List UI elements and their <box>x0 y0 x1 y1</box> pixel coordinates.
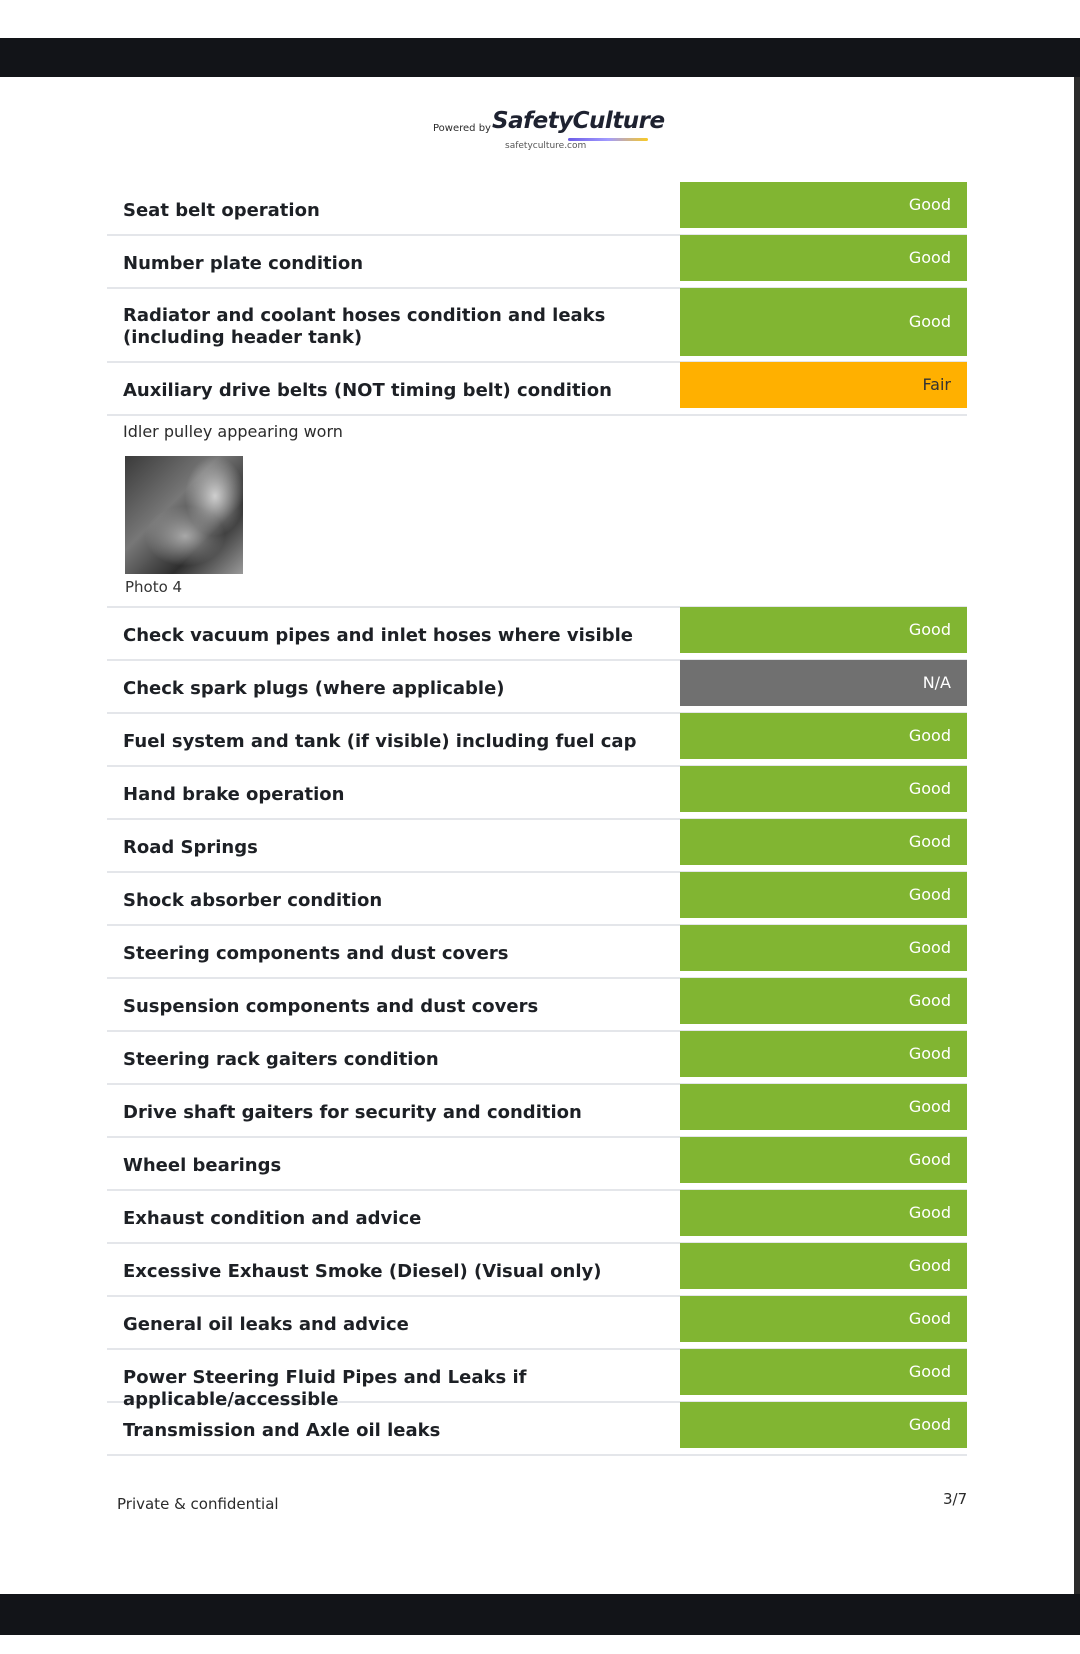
inspection-item-label: Exhaust condition and advice <box>123 1207 422 1229</box>
photo-caption: Photo 4 <box>125 578 183 596</box>
inspection-row <box>107 873 967 926</box>
inspection-item-label: Seat belt operation <box>123 199 320 221</box>
inspection-row <box>107 236 967 289</box>
inspection-row <box>107 714 967 767</box>
comment-text: Idler pulley appearing worn <box>123 422 343 441</box>
inspection-item-label: Shock absorber condition <box>123 889 383 911</box>
inspection-list <box>107 183 967 1456</box>
status-badge: Good <box>680 607 967 653</box>
inspection-row <box>107 979 967 1032</box>
status-badge: Good <box>680 1084 967 1130</box>
status-badge: Good <box>680 1031 967 1077</box>
status-badge: Good <box>680 1243 967 1289</box>
inspection-item-label: Radiator and coolant hoses condition and leaks (including header tank) <box>123 305 606 348</box>
status-badge: Good <box>680 978 967 1024</box>
inspection-item-label: Power Steering Fluid Pipes and Leaks if applicable/accessible <box>123 1366 527 1410</box>
inspection-row <box>107 820 967 873</box>
inspection-item-label: Road Springs <box>123 836 258 858</box>
status-badge: Good <box>680 872 967 918</box>
status-badge: Good <box>680 1296 967 1342</box>
inspection-item-label: Check spark plugs (where applicable) <box>123 677 505 699</box>
status-badge: Good <box>680 819 967 865</box>
inspection-row <box>107 1403 967 1456</box>
status-badge: Good <box>680 235 967 281</box>
status-badge: Good <box>680 288 967 356</box>
inspection-row <box>107 1138 967 1191</box>
bottom-black-bar <box>0 1594 1080 1635</box>
inspection-row <box>107 1244 967 1297</box>
right-edge <box>1074 77 1080 1594</box>
inspection-item-label: Wheel bearings <box>123 1154 282 1176</box>
inspection-row <box>107 1297 967 1350</box>
status-badge: Good <box>680 766 967 812</box>
inspection-row <box>107 289 967 363</box>
status-badge: Good <box>680 1402 967 1448</box>
powered-by-text: Powered by <box>433 123 491 134</box>
inspection-row <box>107 661 967 714</box>
inspection-row <box>107 926 967 979</box>
inspection-item-label: Steering rack gaiters condition <box>123 1048 439 1070</box>
footer-confidential: Private & confidential <box>117 1495 279 1513</box>
top-black-bar <box>0 38 1080 77</box>
comment-block <box>107 416 967 608</box>
inspection-row <box>107 183 967 236</box>
inspection-item-label: General oil leaks and advice <box>123 1313 409 1335</box>
status-badge: Good <box>680 182 967 228</box>
inspection-item-label: Check vacuum pipes and inlet hoses where visible <box>123 624 633 646</box>
inspection-item-label: Number plate condition <box>123 252 364 274</box>
inspection-photo[interactable] <box>125 456 243 574</box>
inspection-item-label: Excessive Exhaust Smoke (Diesel) (Visual only) <box>123 1260 602 1282</box>
inspection-item-label: Auxiliary drive belts (NOT timing belt) condition <box>123 379 612 401</box>
inspection-item-label: Transmission and Axle oil leaks <box>123 1419 441 1441</box>
report-header <box>0 108 1080 158</box>
status-badge: Good <box>680 1190 967 1236</box>
inspection-row <box>107 608 967 661</box>
status-badge: Good <box>680 713 967 759</box>
inspection-item-label: Drive shaft gaiters for security and condition <box>123 1101 582 1123</box>
inspection-item-label: Suspension components and dust covers <box>123 995 539 1017</box>
status-badge: Fair <box>680 362 967 408</box>
site-url: safetyculture.com <box>505 141 587 151</box>
status-badge: Good <box>680 1349 967 1395</box>
inspection-row <box>107 1191 967 1244</box>
inspection-row <box>107 1032 967 1085</box>
inspection-row <box>107 1350 967 1410</box>
inspection-row <box>107 363 967 416</box>
status-badge: Good <box>680 925 967 971</box>
inspection-row <box>107 1085 967 1138</box>
inspection-item-label: Hand brake operation <box>123 783 345 805</box>
inspection-item-label: Steering components and dust covers <box>123 942 509 964</box>
safetyculture-logo: SafetyCulture <box>492 108 665 134</box>
status-badge: N/A <box>680 660 967 706</box>
inspection-row <box>107 767 967 820</box>
status-badge: Good <box>680 1137 967 1183</box>
page-number: 3/7 <box>943 1490 968 1508</box>
inspection-item-label: Fuel system and tank (if visible) including fuel cap <box>123 730 637 752</box>
